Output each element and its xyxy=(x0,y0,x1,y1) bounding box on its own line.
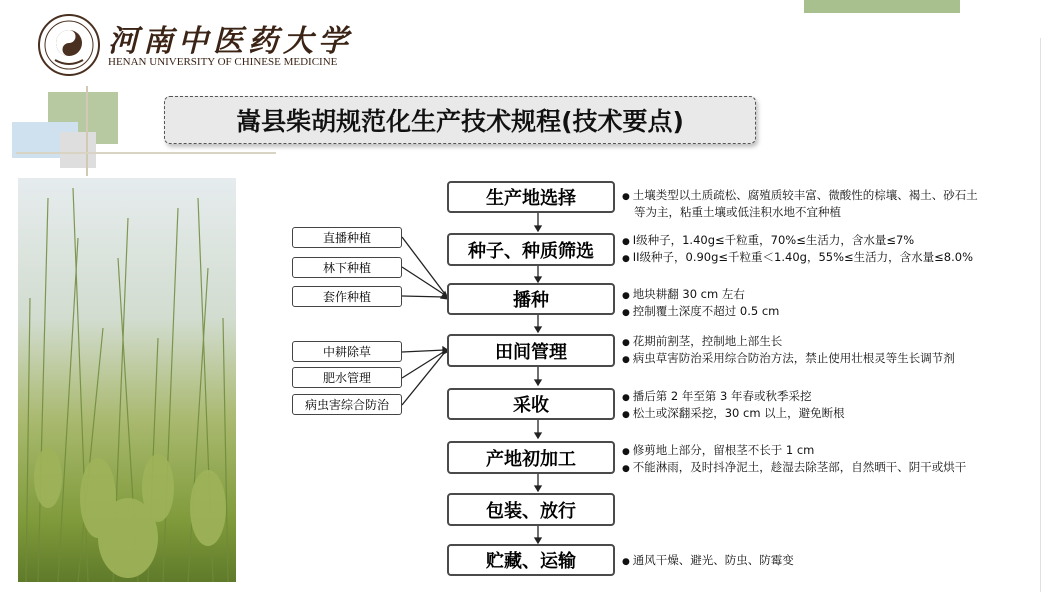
note-item: ● I级种子，1.40g≤千粒重，70%≤生活力，含水量≤7% xyxy=(622,233,982,250)
note-item: ● 通风干燥、避光、防虫、防霉变 xyxy=(622,553,982,570)
notes-storage xyxy=(622,553,982,570)
management-weeding: 中耕除草 xyxy=(292,341,402,362)
step-storage-transport: 贮藏、运输 xyxy=(447,544,615,576)
notes-processing xyxy=(622,443,982,477)
slide-title: 嵩县柴胡规范化生产技术规程(技术要点) xyxy=(164,96,756,144)
sowing-method-direct: 直播种植 xyxy=(292,227,402,248)
note-item: ● 病虫草害防治采用综合防治方法，禁止使用壮根灵等生长调节剂 xyxy=(622,351,982,368)
sowing-method-intercrop: 套作种植 xyxy=(292,286,402,307)
notes-field xyxy=(622,334,982,368)
note-item: ● 地块耕翻 30 cm 左右 xyxy=(622,287,982,304)
school-name-en: HENAN UNIVERSITY OF CHINESE MEDICINE xyxy=(108,56,338,68)
notes-site xyxy=(622,188,982,220)
school-name-cn: 河南中医药大学 xyxy=(108,24,353,59)
note-item: ● 土壤类型以土质疏松、腐殖质较丰富、微酸性的棕壤、褐土、砂石土等为主，粘重土壤或低洼积水地不宜种植 xyxy=(622,188,982,220)
note-item: ● 控制覆土深度不超过 0.5 cm xyxy=(622,304,982,321)
notes-seed xyxy=(622,233,982,267)
step-harvest: 采收 xyxy=(447,388,615,420)
step-packaging-release: 包装、放行 xyxy=(447,493,615,526)
step-sowing: 播种 xyxy=(447,283,615,315)
step-site-selection: 生产地选择 xyxy=(447,181,615,213)
note-item: ● 播后第 2 年至第 3 年春或秋季采挖 xyxy=(622,389,982,406)
note-item: ● II级种子，0.90g≤千粒重＜1.40g，55%≤生活力，含水量≤8.0% xyxy=(622,250,982,267)
notes-sowing xyxy=(622,287,982,321)
note-item: ● 松土或深翻采挖，30 cm 以上，避免断根 xyxy=(622,406,982,423)
note-item: ● 花期前割茎，控制地上部生长 xyxy=(622,334,982,351)
note-item: ● 不能淋雨，及时抖净泥土，趁湿去除茎部，自然晒干、阴干或烘干 xyxy=(622,460,982,477)
step-field-management: 田间管理 xyxy=(447,334,615,367)
step-primary-processing: 产地初加工 xyxy=(447,441,615,474)
notes-harvest xyxy=(622,389,982,423)
note-item: ● 修剪地上部分，留根茎不长于 1 cm xyxy=(622,443,982,460)
step-seed-screening: 种子、种质筛选 xyxy=(447,233,615,266)
management-pest-control: 病虫害综合防治 xyxy=(292,394,402,415)
sowing-method-understory: 林下种植 xyxy=(292,257,402,278)
management-fertilizer-water: 肥水管理 xyxy=(292,367,402,388)
